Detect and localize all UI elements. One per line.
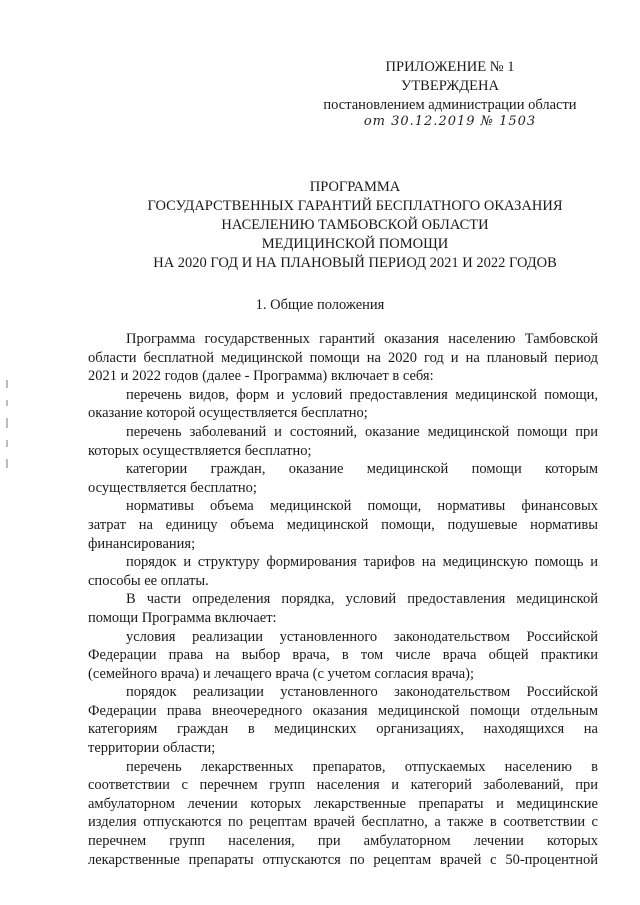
body-line: области бесплатной медицинской помощи на 2020 год и на плановый период xyxy=(88,349,598,366)
approval-authority: постановлением администрации области xyxy=(323,97,577,113)
title-line-3: НАСЕЛЕНИЮ ТАМБОВСКОЙ ОБЛАСТИ xyxy=(221,217,489,233)
body-line: категориям граждан в медицинских организациях, находящихся на xyxy=(88,721,598,738)
body-line: перечень лекарственных препаратов, отпускаемых населению в xyxy=(126,758,598,775)
body-line: 2021 и 2022 годов (далее - Программа) включает в себя: xyxy=(88,368,434,385)
body-line: способы ее оплаты. xyxy=(88,572,209,589)
body-line: порядок реализации установленного законодательством Российской xyxy=(126,684,598,701)
appendix-number: ПРИЛОЖЕНИЕ № 1 xyxy=(385,59,515,75)
body-line: финансирования; xyxy=(88,535,196,552)
body-line: которых осуществляется бесплатно; xyxy=(88,442,312,459)
title-line-1: ПРОГРАММА xyxy=(309,179,401,195)
body-text xyxy=(88,330,598,869)
body-line: условия реализации установленного законодательством Российской xyxy=(126,628,598,645)
body-line: затрат на единицу объема медицинской помощи, подушевые нормативы xyxy=(88,516,598,533)
body-line: соответствии с перечнем групп населения и категорий заболеваний, при xyxy=(88,777,598,794)
body-line: перечнем групп населения, при амбулаторном лечении которых xyxy=(88,833,598,850)
body-line: (семейного врача) и лечащего врача (с учетом согласия врача); xyxy=(88,665,475,682)
body-line: Федерации права внеочередного оказания медицинской помощи отдельным xyxy=(88,702,598,719)
body-line: осуществляется бесплатно; xyxy=(88,479,257,496)
body-line: амбулаторном лечении которых лекарственные препараты и медицинские xyxy=(88,795,598,812)
body-line: порядок и структуру формирования тарифов на медицинскую помощь и xyxy=(126,554,598,571)
body-line: перечень видов, форм и условий предоставления медицинской помощи, xyxy=(126,386,598,403)
section-heading: 1. Общие положения xyxy=(255,297,385,313)
scan-margin-marks xyxy=(6,380,12,480)
body-line: Федерации права на выбор врача, в том числе врача общей практики xyxy=(88,647,598,664)
body-line: помощи Программа включает: xyxy=(88,609,277,626)
body-line: лекарственные препараты отпускаются по рецептам врачей с 50-процентной xyxy=(88,851,598,868)
body-line: В части определения порядка, условий предоставления медицинской xyxy=(126,591,598,608)
program-title xyxy=(110,178,600,273)
appendix-header xyxy=(300,58,600,131)
title-line-5: НА 2020 ГОД И НА ПЛАНОВЫЙ ПЕРИОД 2021 И 2022 ГОДОВ xyxy=(153,255,557,271)
body-line: нормативы объема медицинской помощи, нормативы финансовых xyxy=(126,498,598,515)
body-line: перечень заболеваний и состояний, оказание медицинской помощи при xyxy=(126,423,598,440)
title-line-2: ГОСУДАРСТВЕННЫХ ГАРАНТИЙ БЕСПЛАТНОГО ОКАЗАНИЯ xyxy=(147,198,563,214)
approval-label: УТВЕРЖДЕНА xyxy=(401,78,499,94)
body-line: изделия отпускаются по рецептам врачей бесплатно, а также в соответствии с xyxy=(88,814,598,831)
body-line: оказание которой осуществляется бесплатно; xyxy=(88,405,368,422)
handwritten-decree-date-number: от 30.12.2019 № 1503 xyxy=(363,114,537,129)
title-line-4: МЕДИЦИНСКОЙ ПОМОЩИ xyxy=(261,236,449,252)
body-line: Программа государственных гарантий оказания населению Тамбовской xyxy=(126,331,598,347)
body-line: территории области; xyxy=(88,740,216,757)
body-line: категории граждан, оказание медицинской помощи которым xyxy=(126,461,598,478)
